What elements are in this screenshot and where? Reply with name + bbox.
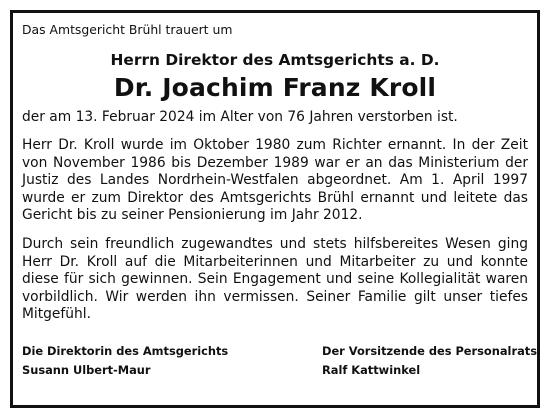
- signer-left-name: Susann Ulbert-Maur: [22, 362, 151, 377]
- signature-block: [22, 342, 537, 380]
- signer-left: [22, 342, 228, 380]
- death-line: der am 13. Februar 2024 im Alter von 76 Jahren verstorben ist.: [22, 109, 458, 125]
- deceased-name: Dr. Joachim Franz Kroll: [113, 73, 437, 102]
- signer-right-role: Der Vorsitzende des Personalrats: [322, 343, 537, 358]
- signer-left-role: Die Direktorin des Amtsgerichts: [22, 343, 229, 358]
- tribute-paragraph: Durch sein freundlich zugewandtes und stets hilfsbereites Wesen ging Herr Dr. Kroll auf die Mitarbeiterinnen und Mitarbeiter zu und konnte diese für sich gewinnen. Sein Engagement und seine Kollegialität waren vorbildlich. Wir werden ihn vermissen. Seiner Familie gilt unser tiefes Mitgefühl.: [22, 235, 528, 323]
- notice-content: [22, 22, 537, 380]
- signer-right: [322, 342, 537, 380]
- career-paragraph: Herr Dr. Kroll wurde im Oktober 1980 zum Richter ernannt. In der Zeit von November 1986 bis Dezember 1989 war er an das Ministerium der Justiz des Landes Nordrhein-Westfalen abgeordnet. Am 1. April 1997 wurde er zum Direktor des Amtsgerichts Brühl ernannt und leitete das Gericht bis zu seiner Pensionierung im Jahr 2012.: [22, 137, 528, 224]
- signer-right-name: Ralf Kattwinkel: [322, 362, 421, 377]
- intro-line: Das Amtsgericht Brühl trauert um: [22, 22, 233, 37]
- deceased-title: Herrn Direktor des Amtsgerichts a. D.: [110, 51, 440, 69]
